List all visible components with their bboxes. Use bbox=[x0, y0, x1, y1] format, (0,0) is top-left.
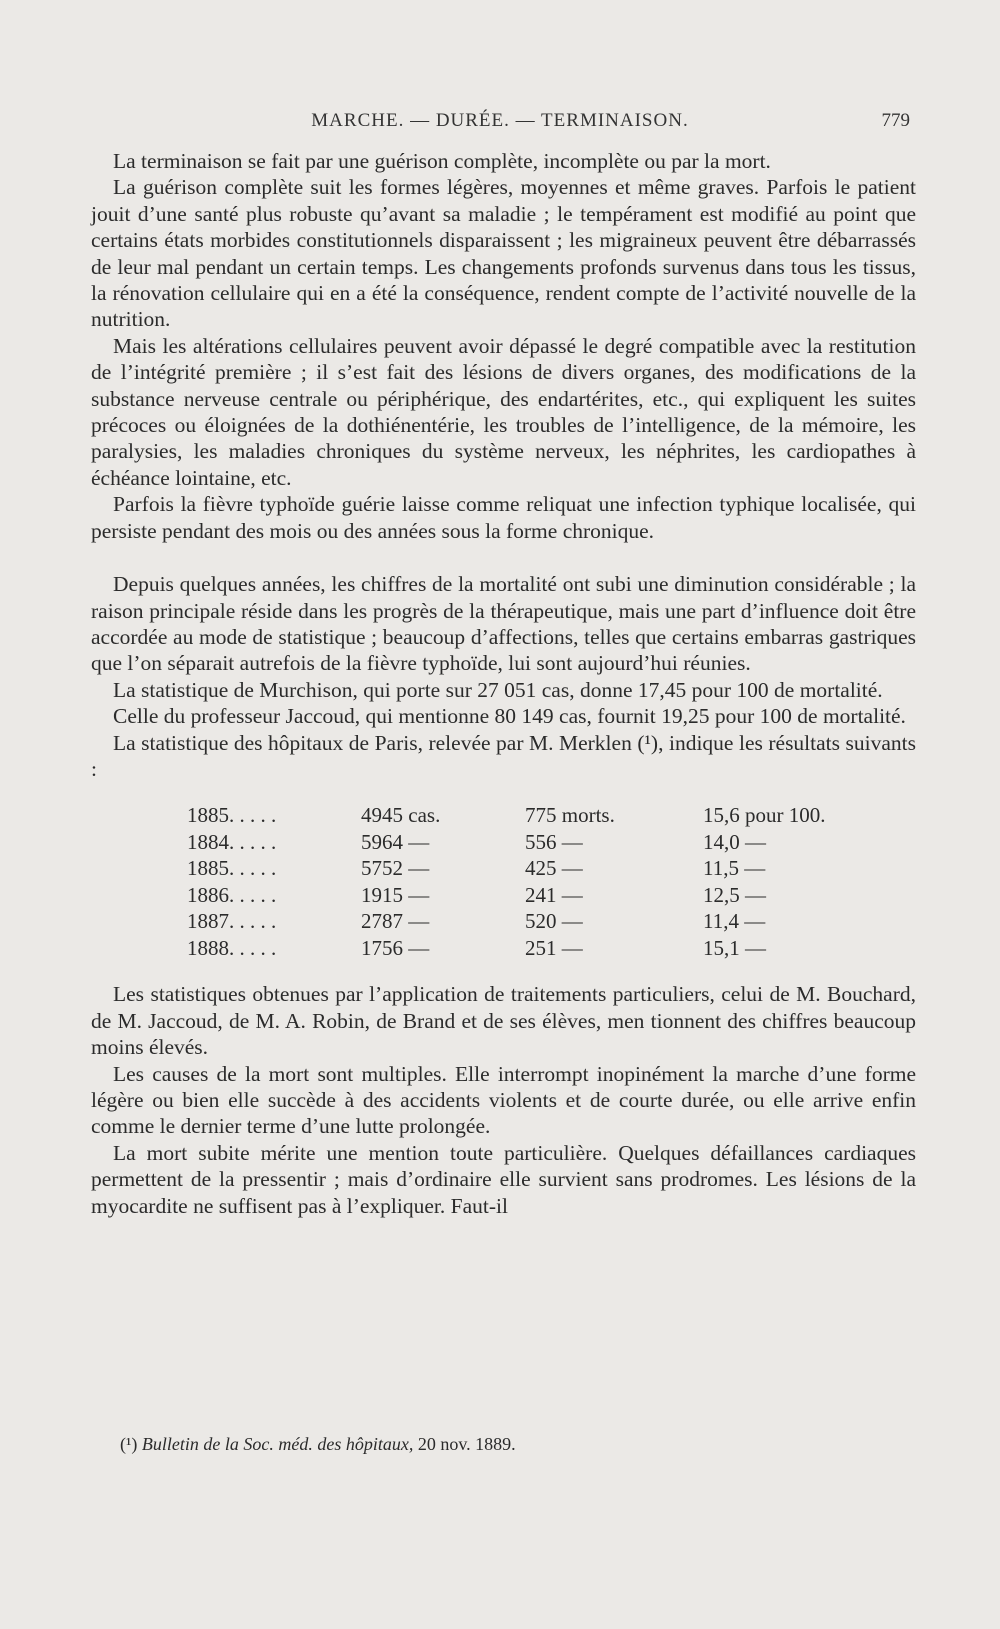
year-cell: 1886. . . . . bbox=[187, 882, 277, 907]
year-cell: 1888. . . . . bbox=[187, 935, 277, 960]
cases-cell: 2787 — bbox=[361, 909, 430, 934]
paragraph: Depuis quelques années, les chiffres de la mortalité ont subi une diminution considérable ; la raison principale réside dans les progrès de la thérapeutique, mais une part d’influence doit être accordée au mode de statistique ; beaucoup d’affections, telles que certains embarras gastriques que l’on séparait autrefois de la fièvre typhoïde, lui sont aujourd’hui réunies. bbox=[91, 572, 916, 676]
table-row bbox=[187, 802, 863, 829]
cases-cell: 5752 — bbox=[361, 856, 430, 881]
paragraph: Mais les altérations cellulaires peuvent avoir dépassé le degré compatible avec la restitution de l’intégrité première ; il s’est fait des lésions de divers organes, des modifications de la substance nerveuse centrale ou périphérique, des endartérites, etc., qui expliquent les suites précoces ou éloignées de la dothiénentérie, les troubles de l’intelligence, de la mémoire, les paralysies, les maladies chroniques du système nerveux, les néphrites, les cardiopathes à échéance lointaine, etc. bbox=[91, 333, 916, 490]
rate-cell: 11,5 — bbox=[703, 856, 766, 881]
body-text bbox=[91, 148, 916, 1219]
rate-cell: 14,0 — bbox=[703, 829, 766, 854]
paragraph: La guérison complète suit les formes légères, moyennes et même graves. Parfois le patient jouit d’une santé plus robuste qu’avant sa maladie ; le tempérament est modifié au point que certains états morbides constitutionnels disparaissent ; les migraineux peuvent être débarrassés de leur mal pendant un certain temps. Les changements profonds survenus dans tous les tissus, la rénovation cellulaire qui en a été la conséquence, rendent compte de l’activité nouvelle de la nutrition. bbox=[91, 175, 916, 332]
footnote-marker: (¹) bbox=[120, 1434, 138, 1454]
year-cell: 1887. . . . . bbox=[187, 909, 277, 934]
deaths-cell: 520 — bbox=[525, 909, 583, 934]
paragraph: Les causes de la mort sont multiples. Elle interrompt inopinément la marche d’une forme légère ou bien elle succède à des accidents violents et de courte durée, ou elle arrive enfin comme le dernier terme d’une lutte prolongée. bbox=[91, 1061, 916, 1139]
deaths-cell: 775 morts. bbox=[525, 803, 615, 828]
paragraph: Parfois la fièvre typhoïde guérie laisse comme reliquat une infection typhique localisée, qui persiste pendant des mois ou des années sous la forme chronique. bbox=[91, 492, 916, 543]
year-cell: 1884. . . . . bbox=[187, 829, 277, 854]
table-row bbox=[187, 908, 863, 935]
cases-cell: 1756 — bbox=[361, 935, 430, 960]
rate-cell: 11,4 — bbox=[703, 909, 766, 934]
paragraph: Les statistiques obtenues par l’application de traitements particuliers, celui de M. Bouchard, de M. Jaccoud, de M. A. Robin, de Brand et de ses élèves, men tionnent des chiffres beaucoup moins élevés. bbox=[91, 982, 916, 1060]
cases-cell: 4945 cas. bbox=[361, 803, 441, 828]
deaths-cell: 556 — bbox=[525, 829, 583, 854]
deaths-cell: 251 — bbox=[525, 935, 583, 960]
paragraph: Celle du professeur Jaccoud, qui mentionne 80 149 cas, fournit 19,25 pour 100 de mortalité. bbox=[113, 704, 906, 729]
paragraph: La mort subite mérite une mention toute particulière. Quelques défaillances cardiaques permettent de la pressentir ; mais d’ordinaire elle survient sans prodromes. Les lésions de la myocardite ne suffisent pas à l’expliquer. Faut-il bbox=[91, 1140, 916, 1218]
table-row bbox=[187, 882, 863, 909]
table-row bbox=[187, 855, 863, 882]
paragraph: La terminaison se fait par une guérison complète, incomplète ou par la mort. bbox=[113, 149, 771, 173]
mortality-table bbox=[187, 802, 863, 961]
page-number: 779 bbox=[881, 110, 910, 131]
cases-cell: 5964 — bbox=[361, 829, 430, 854]
paragraph: La statistique des hôpitaux de Paris, relevée par M. Merklen (¹), indique les résultats suivants : bbox=[91, 730, 916, 781]
rate-cell: 15,6 pour 100. bbox=[703, 803, 826, 828]
footnote bbox=[120, 1434, 516, 1455]
footnote-date: 20 nov. 1889. bbox=[417, 1434, 516, 1454]
rate-cell: 12,5 — bbox=[703, 882, 766, 907]
table-row bbox=[187, 935, 863, 962]
paragraph: La statistique de Murchison, qui porte sur 27 051 cas, donne 17,45 pour 100 de mortalité. bbox=[113, 677, 883, 702]
year-cell: 1885. . . . . bbox=[187, 856, 277, 881]
table-row bbox=[187, 829, 863, 856]
rate-cell: 15,1 — bbox=[703, 935, 766, 960]
cases-cell: 1915 — bbox=[361, 882, 430, 907]
section-gap bbox=[91, 544, 916, 571]
footnote-source: Bulletin de la Soc. méd. des hôpitaux, bbox=[141, 1434, 414, 1454]
year-cell: 1885. . . . . bbox=[187, 803, 277, 828]
deaths-cell: 425 — bbox=[525, 856, 583, 881]
deaths-cell: 241 — bbox=[525, 882, 583, 907]
running-title: MARCHE. — DURÉE. — TERMINAISON. bbox=[311, 110, 689, 131]
running-head bbox=[90, 110, 910, 136]
